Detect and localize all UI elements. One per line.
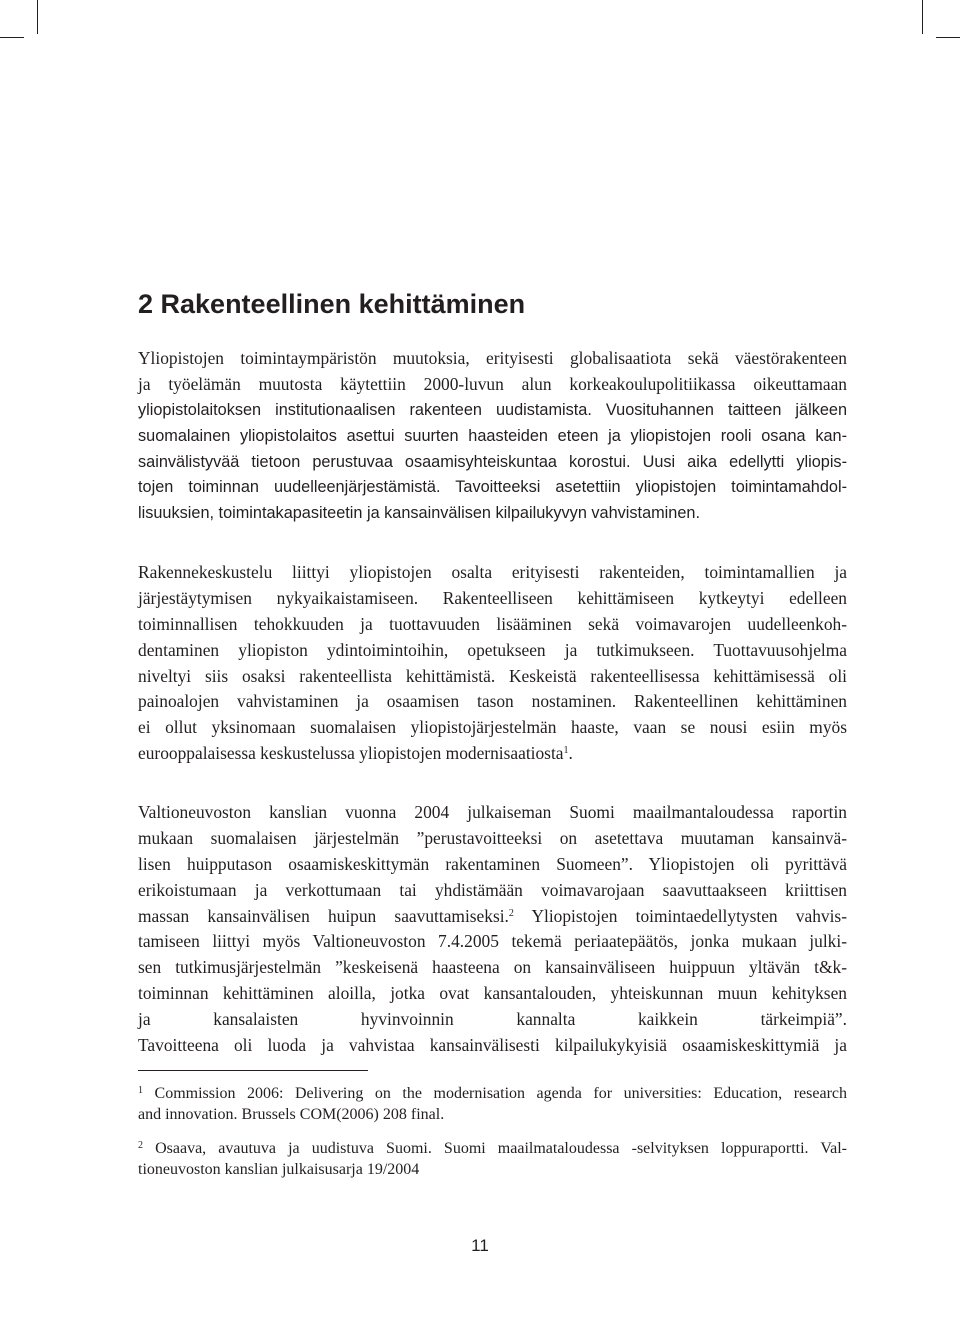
text-line-content: ja työelämän muutosta käytettiin 2000-luvun alun korkeakoulupolitiikassa oikeuttamaan bbox=[138, 373, 847, 394]
text-line bbox=[138, 1033, 847, 1059]
text-line bbox=[138, 955, 847, 981]
text-line bbox=[138, 826, 847, 852]
crop-mark-right-vertical bbox=[922, 0, 923, 34]
footnote-number: 1 bbox=[138, 1085, 143, 1096]
text-line-content: sainvälistyvää tietoon perustuvaa osaamisyhteiskuntaa korostui. Uusi aika edellytti yliopis- bbox=[138, 452, 847, 471]
text-line bbox=[138, 664, 847, 690]
text-line bbox=[138, 741, 847, 767]
text-line-content: mukaan suomalaisen järjestelmän ”perustavoitteeksi on asetettava muutaman kansainvä- bbox=[138, 827, 847, 848]
text-line-continuation: Yliopistojen toimintaedellytysten vahvis- bbox=[513, 905, 847, 926]
text-line bbox=[138, 346, 847, 372]
text-line-content: erikoistumaan ja verkottumaan tai yhdistämään voimavarojaan saavuttaakseen kriittisen bbox=[138, 879, 847, 900]
text-line bbox=[138, 904, 847, 930]
footnote-text: tioneuvoston kanslian julkaisusarja 19/2004 bbox=[138, 1161, 420, 1178]
text-line bbox=[138, 929, 847, 955]
text-line-content: massan kansainvälisen huipun saavuttamiseksi. bbox=[138, 905, 509, 926]
footnote-line bbox=[138, 1083, 847, 1104]
text-line bbox=[138, 878, 847, 904]
text-line-content: sen tutkimusjärjestelmän ”keskeisenä haasteena on kansainväliseen huippuun yltävän t&k- bbox=[138, 957, 847, 978]
text-line-content: Yliopistojen toimintaympäristön muutoksia, erityisesti globalisaatiota sekä väestörakenteen bbox=[138, 348, 847, 368]
text-line-content: yliopistolaitoksen institutionaalisen rakenteen uudistamista. Vuosituhannen taitteen jälkeen bbox=[138, 400, 847, 419]
text-line-content: ei ollut yksinomaan suomalaisen yliopistojärjestelmän haaste, vaan se nousi esiin myös bbox=[138, 717, 847, 738]
footnote-reference: 1 bbox=[563, 745, 569, 757]
text-line bbox=[138, 1007, 847, 1033]
footnote-text: Osaava, avautuva ja uudistuva Suomi. Suomi maailmataloudessa -selvityksen loppuraportti. Val- bbox=[155, 1140, 848, 1157]
text-line-content: toiminnallisen tehokkuuden ja tuottavuuden lisääminen sekä voimavarojen uudelleenkoh- bbox=[138, 613, 847, 634]
footnote-text: Commission 2006: Delivering on the modernisation agenda for universities: Education, research bbox=[154, 1085, 848, 1102]
text-line-content: eurooppalaisessa keskustelussa yliopistojen modernisaatiosta bbox=[138, 743, 564, 764]
text-line-content: ja kansalaisten hyvinvoinnin kannalta kaikkein tärkeimpiä”. bbox=[138, 1009, 847, 1030]
footnote-text: and innovation. Brussels COM(2006) 208 final. bbox=[138, 1106, 445, 1123]
text-line-content: tamiseen liittyi myös Valtioneuvoston 7.4.2005 tekemä periaatepäätös, jonka mukaan julki- bbox=[138, 931, 847, 952]
footnote-2 bbox=[138, 1138, 847, 1180]
footnote-line bbox=[138, 1159, 847, 1180]
text-line bbox=[138, 475, 847, 501]
text-line-content: suomalainen yliopistolaitos asettui suurten haasteiden eteen ja yliopistojen rooli osana kan- bbox=[138, 426, 847, 445]
text-line-content: Rakennekeskustelu liittyi yliopistojen osalta erityisesti rakenteiden, toimintamallien ja bbox=[138, 562, 847, 582]
footnote-number: 2 bbox=[138, 1140, 143, 1151]
text-line-content: dentaminen yliopiston ydintoimintoihin, opetukseen ja tutkimukseen. Tuottavuusohjelma bbox=[138, 639, 847, 660]
text-line bbox=[138, 612, 847, 638]
crop-mark-left-vertical bbox=[37, 0, 38, 34]
text-line-content: Valtioneuvoston kanslian vuonna 2004 julkaiseman Suomi maailmantaloudessa raportin bbox=[138, 802, 847, 822]
text-line bbox=[138, 715, 847, 741]
text-line bbox=[138, 450, 847, 476]
text-line-content: toiminnan kehittäminen aloilla, jotka ovat kansantalouden, yhteiskunnan muun kehityksen bbox=[138, 983, 847, 1004]
paragraph-1 bbox=[138, 346, 847, 527]
text-line-continuation: . bbox=[568, 743, 573, 764]
text-line bbox=[138, 372, 847, 398]
page-number: 11 bbox=[471, 1236, 489, 1255]
crop-mark-left-horizontal bbox=[0, 37, 24, 38]
text-line bbox=[138, 560, 847, 586]
text-line-content: lisuuksien, toimintakapasiteetin ja kansainvälisen kilpailukyvyn vahvistaminen. bbox=[138, 504, 700, 523]
paragraph-3 bbox=[138, 800, 847, 1059]
text-line-content: Tavoitteena oli luoda ja vahvistaa kansainvälisesti kilpailukykyisiä osaamiskeskittymiä ja bbox=[138, 1035, 847, 1056]
footnote-1 bbox=[138, 1083, 847, 1125]
footnote-line bbox=[138, 1138, 847, 1159]
crop-mark-right-horizontal bbox=[936, 37, 960, 38]
text-line-content: järjestäytymisen nykyaikaistamiseen. Rakenteelliseen kehittämiseen kytkeytyi edelleen bbox=[138, 587, 847, 608]
chapter-title: 2 Rakenteellinen kehittäminen bbox=[138, 289, 526, 319]
text-line bbox=[138, 501, 847, 527]
text-line-content: lisen huipputason osaamiskeskittymän rakentaminen Suomeen”. Yliopistojen oli pyrittävä bbox=[138, 853, 847, 874]
paragraph-2 bbox=[138, 560, 847, 767]
text-line bbox=[138, 981, 847, 1007]
footnote-divider bbox=[138, 1070, 368, 1071]
text-line-content: tojen toiminnan uudelleenjärjestämistä. Tavoitteeksi asetettiin yliopistojen toimintamahdol- bbox=[138, 478, 847, 497]
text-line bbox=[138, 852, 847, 878]
text-line bbox=[138, 638, 847, 664]
text-line bbox=[138, 689, 847, 715]
text-line-content: painoalojen vahvistaminen ja osaamisen tason nostaminen. Rakenteellinen kehittäminen bbox=[138, 691, 847, 712]
footnote-line bbox=[138, 1104, 847, 1125]
text-line bbox=[138, 424, 847, 450]
text-line-content: niveltyi siis osaksi rakenteellista kehittämistä. Keskeistä rakenteellisessa kehittämisessä oli bbox=[138, 665, 847, 686]
footnote-reference: 2 bbox=[508, 907, 514, 919]
text-line bbox=[138, 800, 847, 826]
text-line bbox=[138, 586, 847, 612]
text-line bbox=[138, 398, 847, 424]
